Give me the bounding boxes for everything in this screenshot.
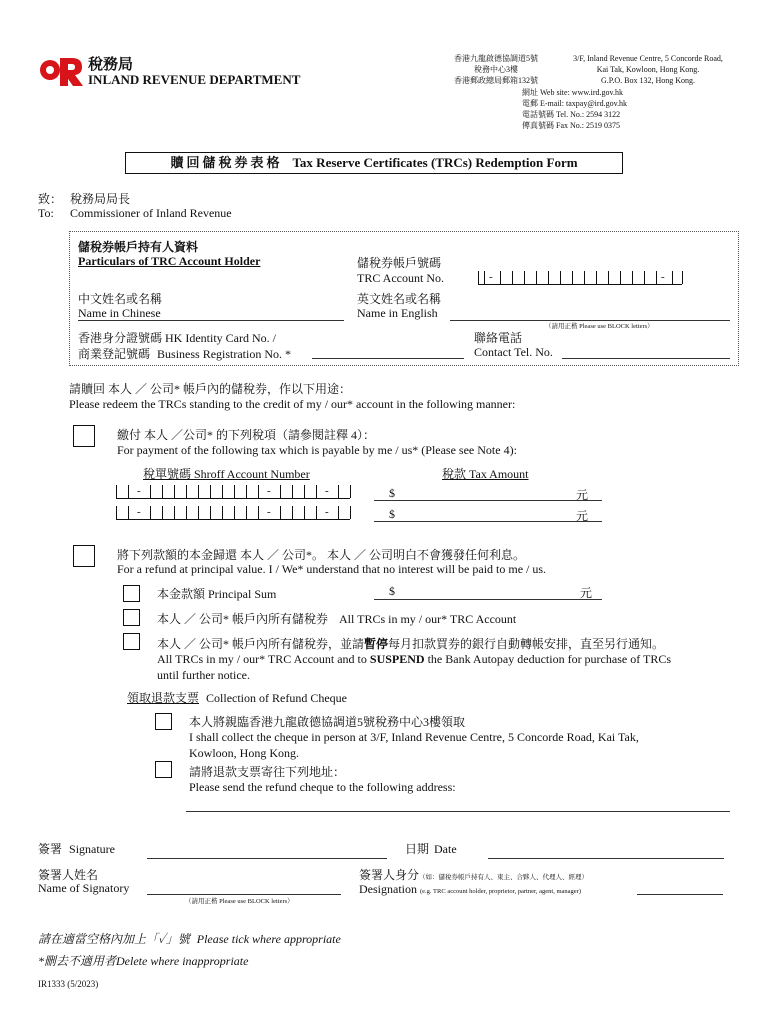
principal-sum-checkbox[interactable] <box>123 585 140 602</box>
all-trc-label: 本人 ／ 公司* 帳戶內所有儲稅券 All TRCs in my / our* TRC Account <box>157 612 517 626</box>
date-label: 日期 Date <box>405 842 457 856</box>
contact-tel-label-en: Contact Tel. No. <box>474 345 553 359</box>
refund-label-zh: 將下列款額的本金歸還 本人 ／ 公司*。 本人 ／ 公司明白不會獲發任何利息。 <box>117 548 526 562</box>
to-label-en: To: <box>38 206 54 220</box>
collect-in-person-zh: 本人將親臨香港九龍啟德協調道5號稅務中心3樓領取 <box>189 715 466 729</box>
name-chinese-label-zh: 中文姓名或名稱 <box>78 292 163 306</box>
delete-instruction: *刪去不適用者Delete where inappropriate <box>38 954 249 968</box>
collect-in-person-checkbox[interactable] <box>155 713 172 730</box>
signature-label: 簽署 Signature <box>38 842 116 856</box>
particulars-heading-en: Particulars of TRC Account Holder <box>78 254 261 268</box>
payment-label-en: For payment of the following tax which is payable by me / us* (Please see Note 4): <box>117 443 517 457</box>
trc-account-label-zh: 儲稅券帳戶號碼 <box>357 256 442 270</box>
website: 網址 Web site: www.ird.gov.hk <box>522 88 623 97</box>
br-label: 商業登記號碼 Business Registration No. * <box>78 347 292 361</box>
date-input[interactable] <box>488 858 724 859</box>
address-en: 3/F, Inland Revenue Centre, 5 Concorde Road, Kai Tak, Kowloon, Hong Kong. G.P.O. Box 132, Hong Kong. <box>573 54 723 85</box>
email: 電郵 E-mail: taxpay@ird.gov.hk <box>522 99 628 108</box>
signatory-name-label-en: Name of Signatory <box>38 881 130 895</box>
ird-logo <box>38 52 84 88</box>
tick-instruction: 請在適當空格內加上「✓」號 Please tick where appropriate <box>38 932 341 946</box>
suspend-label-en-2: until further notice. <box>157 668 250 682</box>
shroff-header: 稅單號碼 Shroff Account Number <box>143 467 310 481</box>
designation-input[interactable] <box>637 894 723 895</box>
tax-amount-header: 稅款 Tax Amount <box>442 467 529 481</box>
address-zh: 香港九龍啟德協調道5號 稅務中心3樓 香港郵政總局郵箱132號 <box>454 54 538 85</box>
suspend-label-zh: 本人 ／ 公司* 帳戶內所有儲稅券，並請暫停每月扣款買券的銀行自動轉帳安排，直至另行通知。 <box>157 637 665 651</box>
refund-checkbox[interactable] <box>73 545 95 567</box>
collect-in-person-en-2: Kowloon, Hong Kong. <box>189 746 299 760</box>
signature-input[interactable] <box>147 858 387 859</box>
tel: 電話號碼 Tel. No.: 2594 3122 <box>522 110 621 119</box>
trc-account-label-en: TRC Account No. <box>357 271 444 285</box>
signatory-name-label-zh: 簽署人姓名 <box>38 868 99 882</box>
tax-amount-input-2[interactable] <box>374 521 602 522</box>
send-by-mail-en: Please send the refund cheque to the following address: <box>189 780 456 794</box>
block-letters-note: （請用正楷 Please use BLOCK letters） <box>545 323 654 330</box>
contact-tel-input[interactable] <box>562 358 730 359</box>
particulars-heading-zh: 儲稅券帳戶持有人資料 <box>78 240 199 254</box>
fax: 傳真號碼 Fax No.: 2519 0375 <box>522 121 620 130</box>
signatory-block-note: （請用正楷 Please use BLOCK letters） <box>185 898 294 905</box>
mailing-address-input[interactable] <box>186 811 730 812</box>
contact-tel-label-zh: 聯絡電話 <box>474 331 523 345</box>
signatory-name-input[interactable] <box>147 894 341 895</box>
send-by-mail-checkbox[interactable] <box>155 761 172 778</box>
principal-sum-label: 本金款額 Principal Sum <box>157 587 277 601</box>
to-value-zh: 稅務局局長 <box>70 192 131 206</box>
collect-in-person-en-1: I shall collect the cheque in person at 3/F, Inland Revenue Centre, 5 Concorde Road, Kai Tak, <box>189 730 639 744</box>
name-english-label-zh: 英文姓名或名稱 <box>357 292 442 306</box>
suspend-label-en: All TRCs in my / our* TRC Account and to SUSPEND the Bank Autopay deduction for purchase of TRCs <box>157 652 671 666</box>
send-by-mail-zh: 請將退款支票寄往下列地址： <box>189 765 346 779</box>
name-english-label-en: Name in English <box>357 306 438 320</box>
ird-logo-icon <box>38 52 84 88</box>
hkid-br-input[interactable] <box>312 358 464 359</box>
tax-amount-input-1[interactable] <box>374 500 602 501</box>
form-number: IR1333 (5/2023) <box>38 979 99 989</box>
payment-checkbox[interactable] <box>73 425 95 447</box>
refund-label-en: For a refund at principal value. I / We* understand that no interest will be paid to me / us. <box>117 562 547 576</box>
all-trc-checkbox[interactable] <box>123 609 140 626</box>
name-chinese-input[interactable] <box>78 320 344 321</box>
designation-label-en: Designation (e.g. TRC account holder, proprietor, partner, agent, manager) <box>359 882 581 896</box>
dept-name-zh: 稅務局 <box>88 57 134 73</box>
principal-sum-input[interactable] <box>374 599 602 600</box>
redeem-instruction-zh: 請贖回 本人 ／ 公司* 帳戶內的儲稅券，作以下用途： <box>69 382 352 396</box>
to-value-en: Commissioner of Inland Revenue <box>70 206 232 220</box>
hkid-label: 香港身分證號碼 HK Identity Card No. / <box>78 331 276 345</box>
collection-heading: 領取退款支票 Collection of Refund Cheque <box>127 691 347 705</box>
contact-info <box>522 87 627 131</box>
name-chinese-label-en: Name in Chinese <box>78 306 161 320</box>
to-label-zh: 致： <box>38 192 63 206</box>
designation-label-zh: 簽署人身分（如：儲稅券帳戶持有人、東主、合夥人、代理人、經理） <box>359 868 589 882</box>
form-title: 贖回儲稅券表格 Tax Reserve Certificates (TRCs) Redemption Form <box>125 152 623 174</box>
redeem-instruction-en: Please redeem the TRCs standing to the credit of my / our* account in the following manner: <box>69 397 516 411</box>
dept-name-en: INLAND REVENUE DEPARTMENT <box>88 72 301 87</box>
payment-label-zh: 繳付 本人 ／公司* 的下列稅項（請參閱註釋 4）： <box>117 428 376 442</box>
suspend-autopay-checkbox[interactable] <box>123 633 140 650</box>
